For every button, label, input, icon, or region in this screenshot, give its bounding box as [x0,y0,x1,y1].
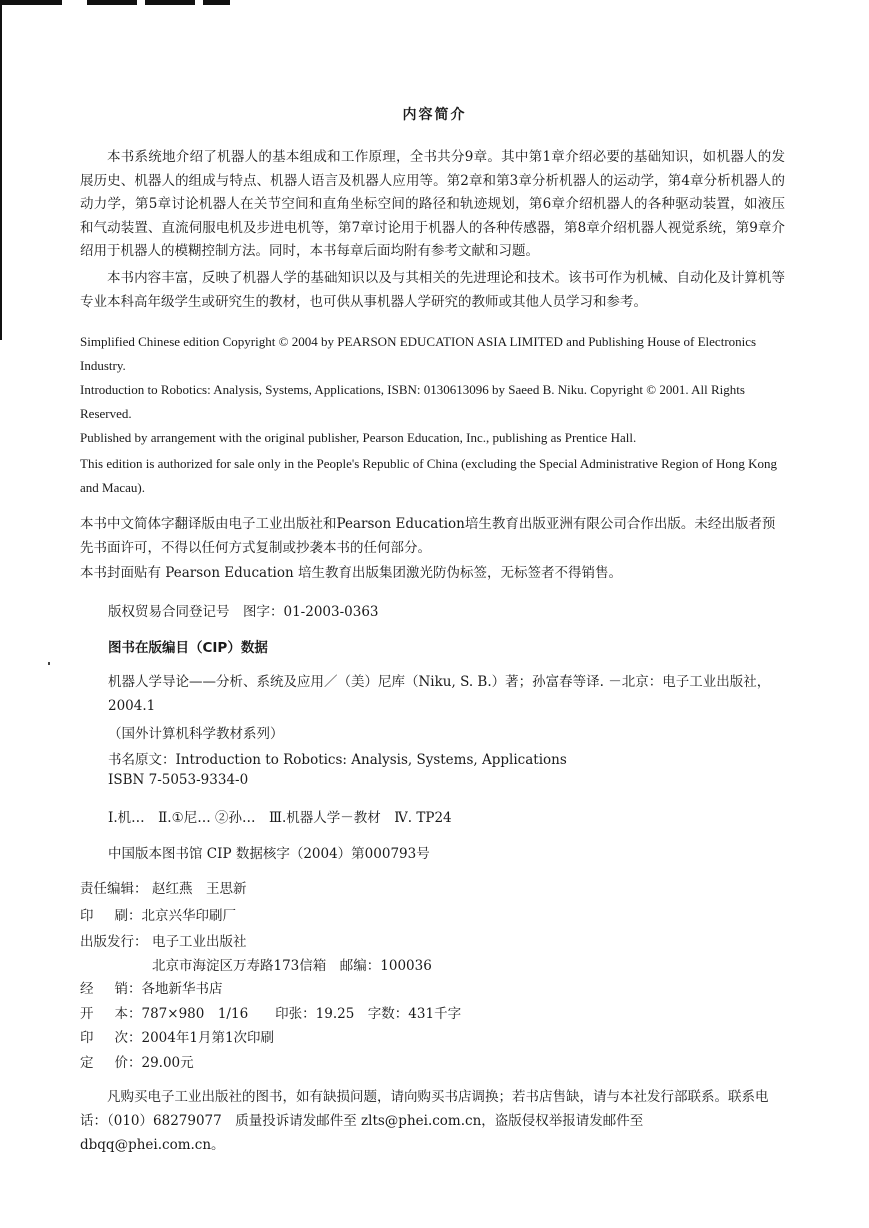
cip-entry: 机器人学导论——分析、系统及应用／（美）尼库（Niku, S. B.）著；孙富春等译. －北京：电子工业出版社，2004.1 [108,674,771,714]
credit-label: 出版发行： [80,934,148,950]
footer-notice: 凡购买电子工业出版社的图书，如有缺损问题，请向购买书店调换；若书店售缺，请与本社发行部联系。联系电话：（010）68279077 质量投诉请发邮件至 zlts@phei.com.cn，盗版侵权举报请发邮件至 dbqq@phei.com.cn。 [80,1089,769,1153]
credit-value: ：29.00元 [128,1055,194,1071]
credit-value: ：各地新华书店 [128,981,223,997]
scan-artifact-bar [0,0,62,5]
credit-line [80,1026,274,1046]
copyright-zh-paragraph: 本书中文简体字翻译版由电子工业出版社和Pearson Education培生教育出版亚洲有限公司合作出版。未经出版者预先书面许可，不得以任何方式复制或抄袭本书的任何部分。 [80,516,776,556]
copyright-en-line: This edition is authorized for sale only in the People's Republic of China (excluding the Special Administrative Region of Hong Kong and Macau). [80,456,777,495]
credit-value: ：北京兴华印刷厂 [128,908,236,924]
copyright-en-line: Introduction to Robotics: Analysis, Systems, Applications, ISBN: 0130613096 by Saeed B. Niku. Copyright © 2001. All Rights Reserved. [80,382,745,421]
credit-value: 电子工业出版社 [152,934,247,950]
copyright-zh-paragraph: 本书封面贴有 Pearson Education 培生教育出版集团激光防伪标签，无标签者不得销售。 [80,565,622,581]
credit-line [80,877,247,897]
intro-paragraph: 本书内容丰富，反映了机器人学的基础知识以及与其相关的先进理论和技术。该书可作为机械、自动化及计算机等专业本科高年级学生或研究生的教材，也可供从事机器人学研究的教师或其他人员学习和参考。 [80,270,785,310]
scan-speck [48,662,50,665]
credit-label: 经销 [80,981,128,997]
cip-original-title: 书名原文：Introduction to Robotics: Analysis, Systems, Applications [108,752,567,768]
credit-value: 赵红燕 王思新 [152,881,247,897]
scan-artifact-edge [0,0,2,340]
cip-subjects: Ⅰ.机… Ⅱ.①尼… ②孙… Ⅲ.机器人学－教材 Ⅳ. TP24 [108,810,452,826]
credit-line [80,904,236,924]
credit-line [80,1051,194,1071]
intro-paragraph: 本书系统地介绍了机器人的基本组成和工作原理，全书共分9章。其中第1章介绍必要的基础知识，如机器人的发展历史、机器人的组成与特点、机器人语言及机器人应用等。第2章和第3章分析机器人的运动学，第4章分析机器人的动力学，第5章讨论机器人在关节空间和直角坐标空间的路径和轨迹规划，第6章介绍机器人的各种驱动装置，如液压和气动装置、直流伺服电机及步进电机等，第7章讨论用于机器人的各种传感器，第8章介绍机器人视觉系统，第9章介绍用于机器人的模糊控制方法。同时，本书每章后面均附有参考文献和习题。 [80,149,785,259]
credit-label: 印次 [80,1030,128,1046]
scan-artifact-bar [87,0,137,5]
cip-heading: 图书在版编目（CIP）数据 [108,640,268,656]
credit-label: 责任编辑： [80,881,148,897]
credit-label: 定价 [80,1055,128,1071]
copyright-en-line: Published by arrangement with the original publisher, Pearson Education, Inc., publishing as Prentice Hall. [80,430,637,445]
cip-number: 中国版本图书馆 CIP 数据核字（2004）第000793号 [108,846,430,862]
credit-line [80,977,223,997]
credit-value: ：2004年1月第1次印刷 [128,1030,275,1046]
page-title: 内容简介 [402,107,467,123]
cip-series: （国外计算机科学教材系列） [108,726,284,742]
credit-value: ：787×980 1/16 印张：19.25 字数：431千字 [128,1006,462,1022]
credit-line [80,930,247,950]
credit-label: 开本 [80,1006,128,1022]
credit-label: 印刷 [80,908,128,924]
scan-artifact-bar [203,0,230,5]
scan-artifact-bar [145,0,195,5]
credit-value: 北京市海淀区万寿路173信箱 邮编：100036 [152,958,432,974]
contract-registration: 版权贸易合同登记号 图字：01-2003-0363 [108,604,379,620]
credit-line [80,1002,461,1022]
credit-line [152,954,432,974]
cip-isbn: ISBN 7-5053-9334-0 [108,772,249,788]
copyright-en-line: Simplified Chinese edition Copyright © 2004 by PEARSON EDUCATION ASIA LIMITED and Publishing House of Electronics Industry. [80,334,757,373]
